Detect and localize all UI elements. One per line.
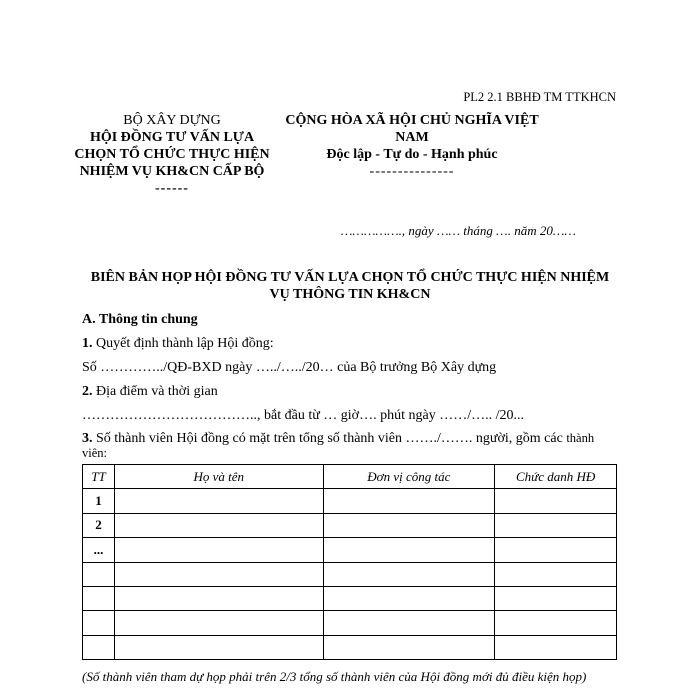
section-a-heading: A. Thông tin chung (82, 312, 198, 327)
table-row (83, 562, 617, 586)
cell-council-role (495, 611, 617, 635)
item-2 (82, 384, 218, 400)
national-motto: Độc lập - Tự do - Hạnh phúc (326, 147, 498, 162)
date-line: ……………., ngày …… tháng …. năm 20…… (340, 223, 576, 238)
item-3-label: Số thành viên Hội đồng có mặt trên tổng số thành viên ……./……. người, gồm các (92, 431, 567, 446)
cell-full-name (114, 489, 323, 513)
table-row (83, 635, 617, 659)
cell-tt: ... (83, 538, 115, 562)
item-2-label: Địa điểm và thời gian (92, 384, 218, 399)
cell-full-name (114, 538, 323, 562)
cell-council-role (495, 635, 617, 659)
issuing-agency-header (72, 112, 272, 197)
cell-full-name (114, 513, 323, 537)
council-name: HỘI ĐỒNG TƯ VẤN LỰA CHỌN TỔ CHỨC THỰC HIỆN NHIỆM VỤ KH&CN CẤP BỘ (74, 130, 270, 179)
table-row (83, 538, 617, 562)
cell-workplace (323, 586, 495, 610)
quorum-note: (Số thành viên tham dự họp phải trên 2/3 tổng số thành viên của Hội đồng mới đủ điều kiện họp) (82, 669, 587, 684)
table-row (83, 489, 617, 513)
members-table (82, 464, 617, 660)
national-header (282, 112, 542, 180)
item-1-number: 1. (82, 336, 93, 351)
cell-council-role (495, 513, 617, 537)
cell-workplace (323, 538, 495, 562)
header-workplace: Đơn vị công tác (323, 465, 495, 489)
cell-workplace (323, 611, 495, 635)
header-full-name: Họ và tên (114, 465, 323, 489)
cell-workplace (323, 513, 495, 537)
item-3-number: 3. (82, 431, 93, 446)
cell-full-name (114, 586, 323, 610)
cell-workplace (323, 635, 495, 659)
cell-full-name (114, 635, 323, 659)
cell-council-role (495, 538, 617, 562)
cell-tt (83, 586, 115, 610)
cell-tt: 1 (83, 489, 115, 513)
table-row (83, 586, 617, 610)
item-2-detail: ……………………………….., bắt đầu từ … giờ…. phút ngày ……/….. /20... (82, 408, 524, 423)
ministry-name: BỘ XÂY DỰNG (123, 113, 221, 128)
document-title: BIÊN BẢN HỌP HỘI ĐỒNG TƯ VẤN LỰA CHỌN TỔ CHỨC THỰC HIỆN NHIỆM VỤ THÔNG TIN KH&CN (90, 270, 610, 302)
cell-tt (83, 611, 115, 635)
cell-council-role (495, 562, 617, 586)
republic-name: CỘNG HÒA XÃ HỘI CHỦ NGHĨA VIỆT NAM (285, 113, 539, 145)
table-header-row (83, 465, 617, 489)
cell-council-role (495, 586, 617, 610)
cell-tt (83, 562, 115, 586)
table-row (83, 611, 617, 635)
header-council-role: Chức danh HĐ (495, 465, 617, 489)
form-code: PL2 2.1 BBHĐ TM TTKHCN (463, 90, 616, 104)
item-1-detail: Số …………../QĐ-BXD ngày …../…../20… của Bộ trưởng Bộ Xây dựng (82, 360, 497, 375)
item-3 (82, 431, 622, 461)
item-2-number: 2. (82, 384, 93, 399)
cell-council-role (495, 489, 617, 513)
cell-workplace (323, 562, 495, 586)
header-tt: TT (83, 465, 115, 489)
table-row (83, 513, 617, 537)
cell-workplace (323, 489, 495, 513)
item-1 (82, 336, 274, 352)
cell-full-name (114, 562, 323, 586)
cell-tt: 2 (83, 513, 115, 537)
item-3-label-end: thành viên: (82, 431, 595, 460)
cell-full-name (114, 611, 323, 635)
left-separator: ------ (155, 181, 189, 196)
cell-tt (83, 635, 115, 659)
item-1-label: Quyết định thành lập Hội đồng: (92, 336, 274, 351)
right-separator: --------------- (369, 164, 455, 179)
